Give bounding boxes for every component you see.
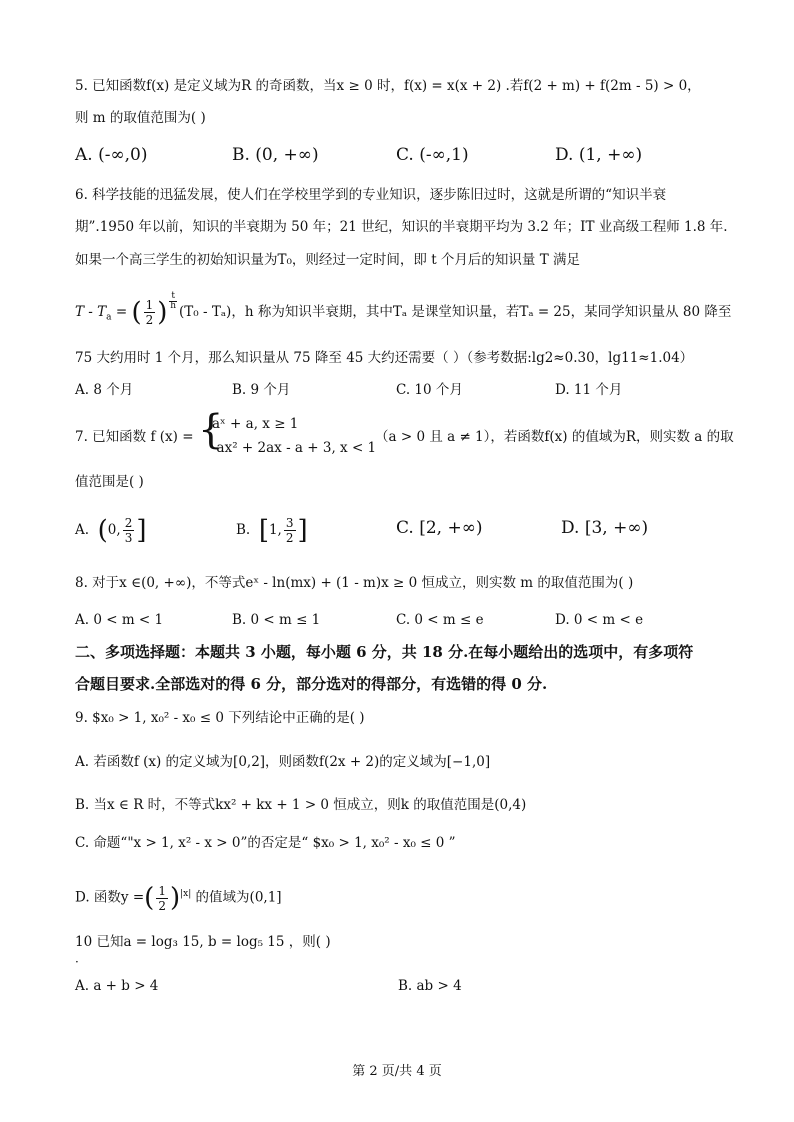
section2-heading-line1: 二、多项选择题：本题共 3 小题，每小题 6 分，共 18 分.在每小题给出的选项中，有多项符	[75, 643, 694, 661]
q7-option-c: C. [2, +∞)	[396, 518, 483, 538]
q8-stem: 8. 对于x ∈(0, +∞)，不等式eˣ - ln(mx) + (1 - m)x ≥ 0 恒成立，则实数 m 的取值范围为( )	[75, 575, 634, 591]
q5-stem-line1: 5. 已知函数f(x) 是定义域为R 的奇函数，当x ≥ 0 时，f(x) = x(x + 2) .若f(2 + m) + f(2m - 5) > 0，	[75, 78, 701, 94]
q7-option-b: B. [1, $\frac{3}{2}$ ]	[236, 515, 308, 546]
q8-option-a: A. 0 < m < 1	[75, 612, 164, 628]
page-footer: 第 2 页/共 4 页	[352, 1064, 442, 1079]
q6-stem-line3: 如果一个高三学生的初始知识量为T₀，则经过一定时间，即 t 个月后的知识量 T 满足	[75, 252, 581, 268]
q6-option-d: D. 11 个月	[555, 382, 623, 398]
q6-option-a: A. 8 个月	[75, 382, 134, 398]
q9-option-b: B. 当x ∈ R 时，不等式kx² + kx + 1 > 0 恒成立，则k 的取值范围是(0,4)	[75, 797, 527, 813]
q5-option-a: A. (-∞,0)	[75, 145, 148, 165]
q9-option-a: A. 若函数f (x) 的定义域为[0,2]，则函数f(2x + 2)的定义域为[−1,0]	[75, 754, 491, 770]
q7-piecewise	[198, 407, 378, 460]
formula-eq: =	[111, 304, 132, 320]
q6-option-c: C. 10 个月	[396, 382, 463, 398]
q9-option-c: C. 命题“"x > 1, x² - x > 0”的否定是“ $x₀ > 1, x₀² - x₀ ≤ 0 ”	[75, 835, 456, 851]
formula-tail: (T₀ - Tₐ)	[179, 304, 232, 320]
q6-option-b: B. 9 个月	[232, 382, 291, 398]
q6-stem-line2: 期”.1950 年以前，知识的半衰期为 50 年；21 世纪，知识的半衰期平均为 3.2 年；IT 业高级工程师 1.8 年.	[75, 219, 728, 235]
q8-option-b: B. 0 < m ≤ 1	[232, 612, 321, 628]
q5-option-d: D. (1, +∞)	[555, 145, 643, 165]
formula-left: T - T	[75, 304, 107, 320]
q5-stem-line2: 则 m 的取值范围为( )	[75, 110, 206, 126]
formula-sub: a	[106, 312, 112, 323]
q8-option-c: C. 0 < m ≤ e	[396, 612, 484, 628]
q6-stem-line4: ，h 称为知识半衰期，其中Tₐ 是课堂知识量，若Tₐ = 25，某同学知识量从 80 降至	[231, 304, 732, 320]
q7-suffix: （a > 0 且 a ≠ 1），若函数f(x) 的值域为R，则实数 a 的取	[375, 429, 734, 445]
left-brace: {	[198, 407, 224, 453]
exponent-fraction: $\frac{t}{h}$	[170, 291, 177, 311]
q9-stem: 9. $x₀ > 1, x₀² - x₀ ≤ 0 下列结论中正确的是( )	[75, 710, 365, 726]
q6-stem-line1: 6. 科学技能的迅猛发展，使人们在学校里学到的专业知识，逐步陈旧过时，这就是所谓的“知识半衰	[75, 187, 667, 203]
q8-option-d: D. 0 < m < e	[555, 612, 644, 628]
half-fraction: $\frac{1}{2}$	[145, 298, 154, 327]
q7-case2: -ax² + 2ax - a + 3, x < 1	[212, 440, 377, 456]
q6-stem-line5: 75 大约用时 1 个月，那么知识量从 75 降至 45 大约还需要（ ）（参考数据:lg2≈0.30，lg11≈1.04）	[75, 350, 694, 366]
q5-option-c: C. (-∞,1)	[396, 145, 469, 165]
stray-dot: ·	[75, 955, 79, 969]
q7-prefix: 7. 已知函数 f (x) =	[75, 429, 194, 445]
q7-case1: aˣ + a, x ≥ 1	[212, 416, 299, 432]
q10-stem: 10 已知a = log₃ 15, b = log₅ 15 ，则( )	[75, 934, 331, 950]
q7-option-d: D. [3, +∞)	[561, 518, 649, 538]
q7-option-a: A. (0, $\frac{2}{3}$ ]	[75, 515, 147, 546]
q10-option-a: A. a + b > 4	[75, 978, 159, 994]
q10-option-b: B. ab > 4	[398, 978, 462, 994]
q7-stem-line2: 值范围是( )	[75, 474, 144, 490]
q9-option-d: D. 函数y =( $\frac{1}{2}$ )$^{|x|}$ 的值域为(0,1]	[75, 883, 282, 913]
q6-formula-line: T - $T_a$ = ( $\frac{1}{2}$ ) $\frac{t}{h}$ (T₀ - Tₐ)，h 称为知识半衰期，其中Tₐ 是课堂知识量，若Tₐ = 25，某同学知识量从 80 降至	[75, 291, 732, 328]
q5-option-b: B. (0, +∞)	[232, 145, 319, 165]
section2-heading-line2: 合题目要求.全部选对的得 6 分，部分选对的得部分，有选错的得 0 分.	[75, 675, 548, 693]
